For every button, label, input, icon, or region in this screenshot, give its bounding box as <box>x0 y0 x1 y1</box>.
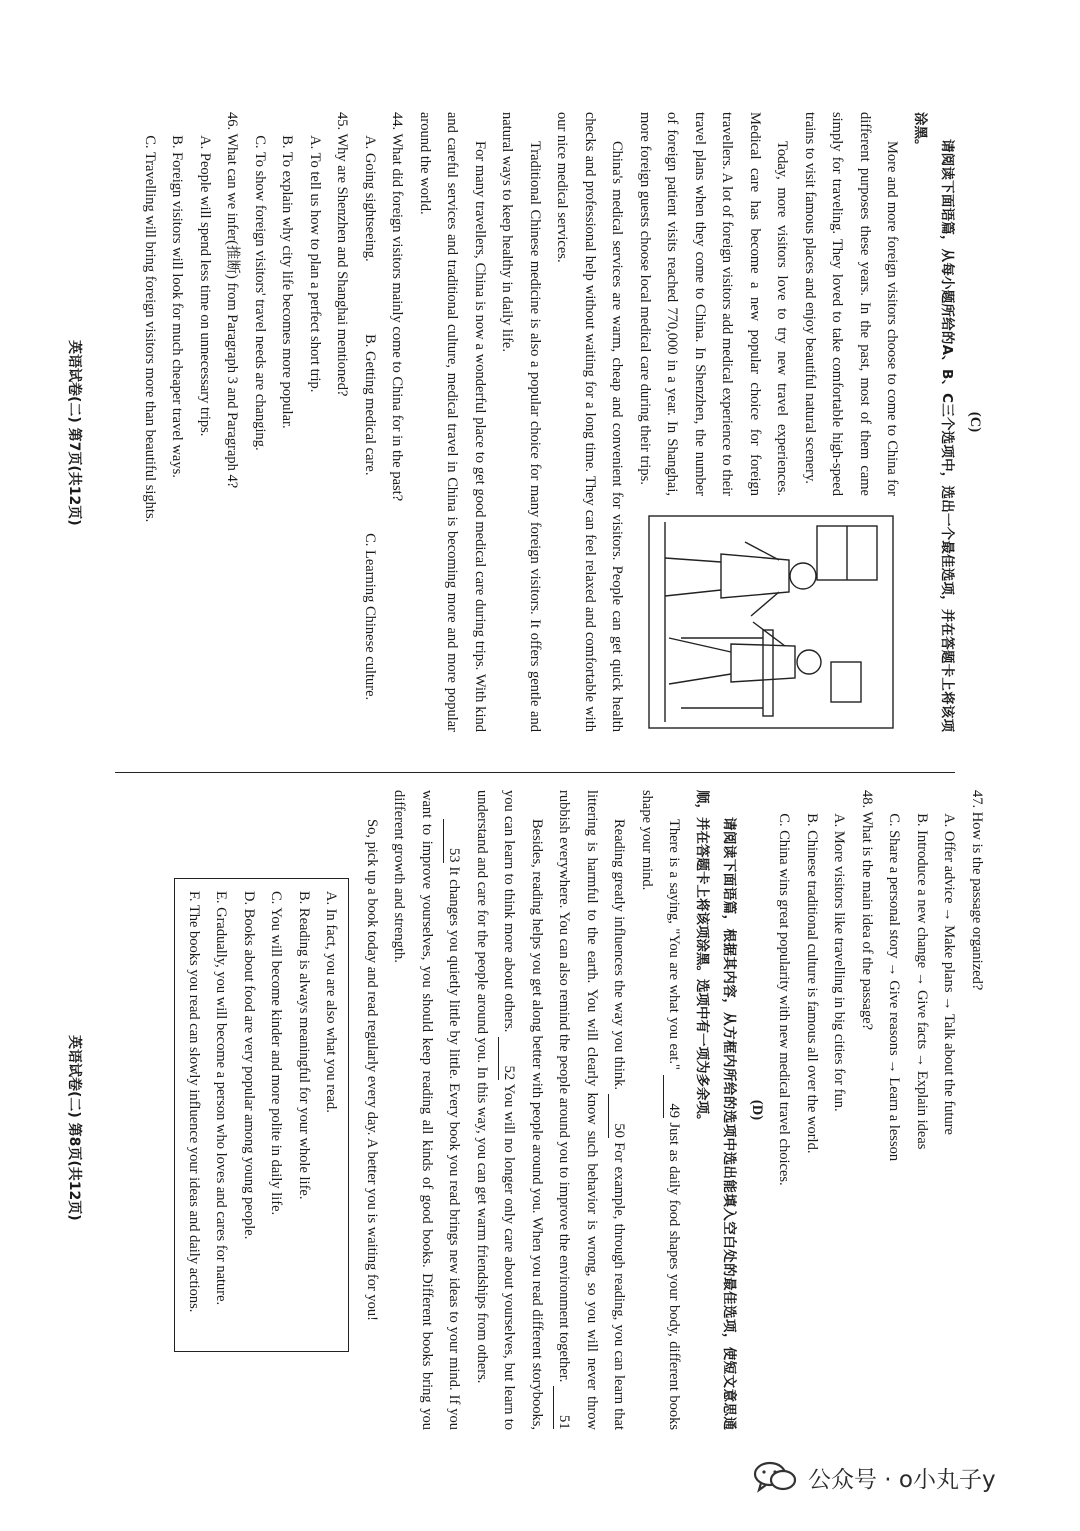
passage-d-text: Reading greatly influences the way you think. <box>611 819 628 1091</box>
question-44-option-c[interactable]: C. Learning Chinese culture. <box>362 533 378 701</box>
question-48-option-a[interactable]: A. More visitors like travelling in big cities for fun. <box>831 813 848 1112</box>
blank-51[interactable]: 51 <box>554 1386 575 1430</box>
page-7-footer: 英语试卷(二) 第7页(共12页) <box>66 340 82 526</box>
question-47-option-c[interactable]: C. Share a personal story → Give reasons → Learn a lesson <box>886 813 903 1162</box>
section-c-instruction: 请阅读下面语篇，从每小题所给的A、B、C三个选项中，选出一个最佳选项，并在答题卡上将该项涂黑。 <box>912 112 956 732</box>
passage-d-text: For example, through reading, you can learn that littering is harmful to the earth. You will clearly know such behavior is wrong, so you will never throw rubbish everywhere. You can also remind the people around you to improve the environment together. <box>556 790 628 1431</box>
question-46-option-a[interactable]: A. People will spend less time on unnecessary trips. <box>197 135 213 437</box>
blank-53[interactable]: 53 <box>444 819 465 863</box>
passage-d-paragraph-3 <box>468 790 551 1430</box>
question-45-stem: 45. Why are Shenzhen and Shanghai mentioned? <box>334 112 351 397</box>
passage-d-paragraph-5: So, pick up a book today and read regularly every day. A better you is waiting for you! <box>364 819 380 1321</box>
section-c-heading: (C) <box>967 411 983 433</box>
box-option-f[interactable]: F. The books you read can slowly influence your ideas and daily actions. <box>186 891 202 1313</box>
question-45-option-b[interactable]: B. To explain why city life becomes more popular. <box>279 135 296 429</box>
options-box <box>175 878 350 1352</box>
question-48-option-b[interactable]: B. Chinese traditional culture is famous all over the world. <box>804 813 820 1154</box>
wechat-icon <box>752 1460 798 1494</box>
passage-d-text: Just as daily food shapes your body, different books shape your mind. <box>639 790 683 1431</box>
passage-c-paragraph-5: For many travellers, China is now a wonderful place to get good medical care during trips. With kind and careful services and traditional culture, medical travel in China is becoming more and more popular around the world. <box>417 112 488 732</box>
box-option-b[interactable]: B. Reading is always meaningful for your whole life. <box>296 891 312 1200</box>
question-47-option-a[interactable]: A. Offer advice → Make plans → Talk about the future <box>941 813 958 1135</box>
question-46-option-c[interactable]: C. Travelling will bring foreign visitors more than beautiful sights. <box>142 135 158 523</box>
blank-50[interactable]: 50 <box>609 1094 630 1138</box>
watermark <box>752 1460 996 1494</box>
question-44-option-a[interactable]: A. Going sightseeing. <box>362 135 378 262</box>
section-d-heading: (D) <box>749 1099 765 1121</box>
box-option-e[interactable]: E. Gradually, you will become a person who loves and cares for nature. <box>213 891 230 1306</box>
passage-c-paragraph-4: Traditional Chinese medicine is also a popular choice for many foreign visitors. It offers gentle and natural ways to keep healthy in daily life. <box>499 112 543 732</box>
question-45-option-c[interactable]: C. To show foreign visitors' travel needs are changing. <box>252 135 268 451</box>
page-7 <box>136 112 989 732</box>
question-46-stem: 46. What can we infer(推断) from Paragraph 3 and Paragraph 4? <box>224 112 241 489</box>
question-47-option-b[interactable]: B. Introduce a new change → Give facts → Explain ideas <box>914 813 930 1150</box>
passage-d-text: It changes you quietly little by little. Every book you read brings new ideas to your mind. If you want to improve yourselves, you should keep reading all kinds of good books. Different books bring you different growth and strength. <box>391 790 463 1430</box>
question-44-option-b[interactable]: B. Getting medical care. <box>362 334 378 476</box>
passage-c-paragraph-1: More and more foreign visitors choose to come to China for different purposes these years. In the past, most of them came simply for traveling. They loved to take comfortable high-speed trains to visit famous places and enjoy beautiful natural scenery. <box>802 112 901 496</box>
page-8 <box>175 790 991 1430</box>
box-option-a[interactable]: A. In fact, you are also what you read. <box>323 891 340 1113</box>
section-d-instruction: 请阅读下面语篇，根据其内容，从方框内所给的选项中选出能填入空白处的最佳选项，使短文意思通顺，并在答题卡上将该项涂黑。选项中有一项为多余项。 <box>694 790 738 1430</box>
watermark-text: 公众号 · o小丸子y <box>808 1466 996 1493</box>
page-divider <box>115 772 955 773</box>
passage-d-paragraph-1 <box>633 790 688 1430</box>
box-option-c[interactable]: C. You will become kinder and more polite in daily life. <box>268 891 285 1216</box>
doctor-patient-illustration <box>642 512 902 732</box>
blank-52[interactable]: 52 <box>499 1037 520 1081</box>
blank-49[interactable]: 49 <box>664 1075 685 1119</box>
passage-c-paragraph-3: China's medical services are warm, cheap and convenient for visitors. People can get quick health checks and professional help without waiting for a long time. They can feel relaxed and comfortable with our nice medical services. <box>554 112 626 732</box>
question-44-options <box>356 112 384 732</box>
passage-d-text: You will no longer only care about yourselves, but learn to understand and care for the people around you. In this way, you can get warm friendships from others. <box>474 790 518 1430</box>
question-44-stem: 44. What did foreign visitors mainly come to China for in the past? <box>389 112 406 502</box>
question-45-option-a[interactable]: A. To tell us how to plan a perfect short trip. <box>307 135 323 393</box>
box-option-d[interactable]: D. Books about food are very popular among young people. <box>241 891 257 1240</box>
passage-d-text: Besides, reading helps you get along better with people around you. When you read different storybooks, you can learn to think more about others. <box>501 790 545 1430</box>
question-48-stem: 48. What is the main idea of the passage? <box>859 790 875 1031</box>
question-47-stem: 47. How is the passage organized? <box>969 790 985 991</box>
passage-d-paragraph-2 <box>550 790 633 1430</box>
page-8-footer: 英语试卷(二) 第8页(共12页) <box>66 1035 82 1221</box>
passage-c-paragraph-2: Today, more visitors love to try new travel experiences. Medical care has become a new popular choice for foreign travellers. A lot of foreign visitors add medical experience to their travel plans when they come to China. In Shenzhen, the number of foreign patient visits reached 770,000 in a year. In Shanghai, more foreign guests choose local medical care during their trips. <box>637 112 791 496</box>
passage-d-text: There is a saying, "You are what you eat." <box>666 819 683 1070</box>
question-46-option-b[interactable]: B. Foreign visitors will look for much cheaper travel ways. <box>169 135 186 478</box>
question-48-option-c[interactable]: C. China wins great popularity with new medical travel choices. <box>776 813 793 1186</box>
passage-d-paragraph-4 <box>385 790 468 1430</box>
